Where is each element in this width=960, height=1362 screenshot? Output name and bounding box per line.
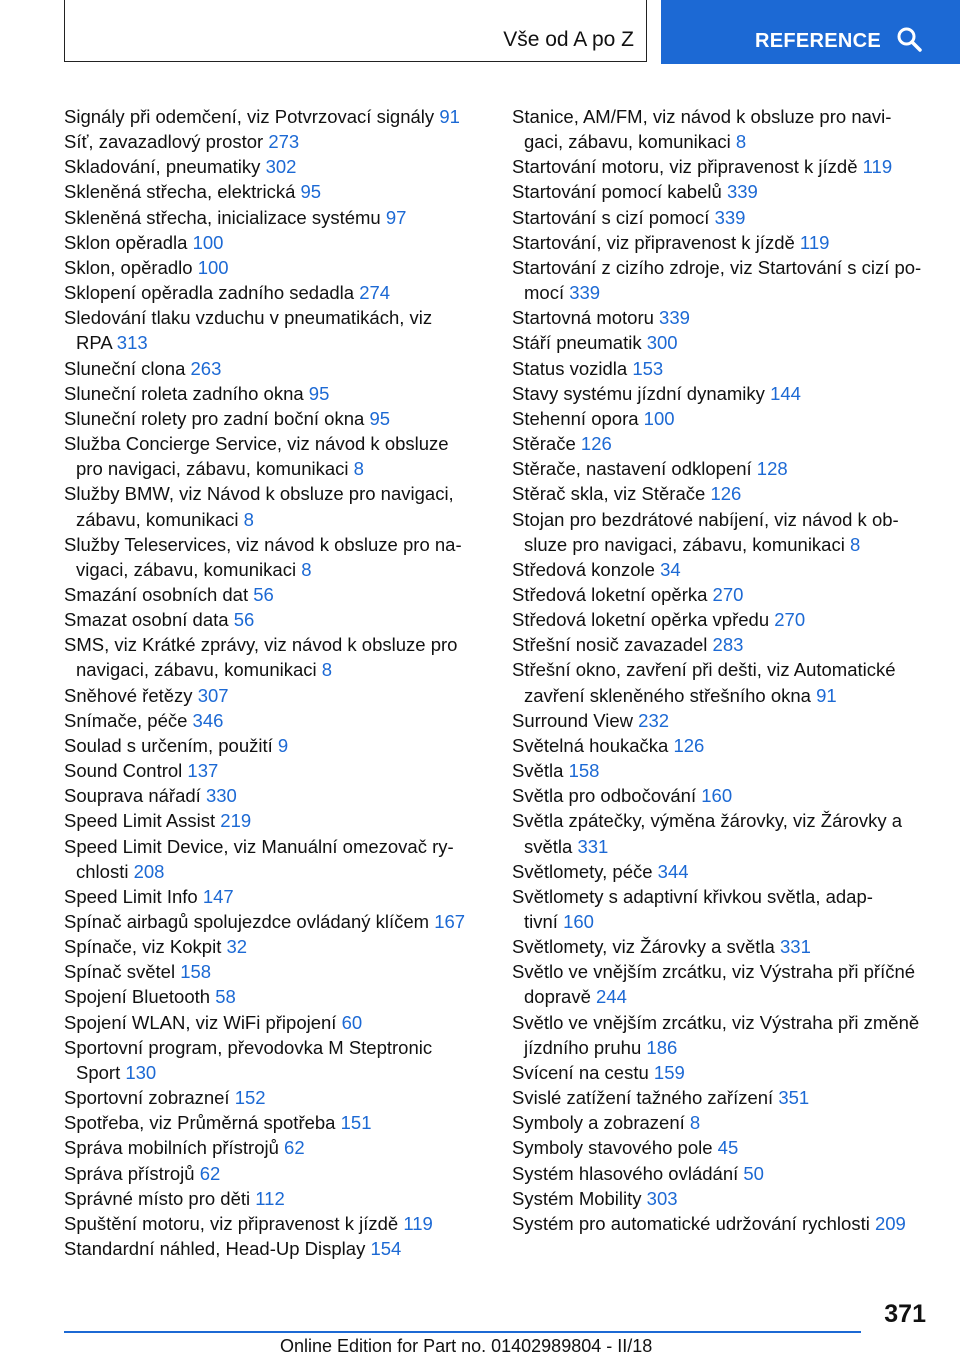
entry-text: Spojení WLAN, viz WiFi připojení xyxy=(64,1011,337,1033)
page-link[interactable]: 167 xyxy=(434,911,466,932)
entry-text: Sklon opěradla xyxy=(64,231,188,253)
entry-text-continued: Sport xyxy=(76,1061,121,1083)
index-entry xyxy=(512,1161,932,1186)
edition-text: Online Edition for Part no. 01402989804 - II/18 xyxy=(280,1336,653,1356)
entry-text: Spotřeba, viz Průměrná spotřeba xyxy=(64,1112,336,1134)
index-entry xyxy=(64,834,494,884)
entry-text: Světlo ve vnějším zrcátku, viz Výstraha při změně xyxy=(512,1011,920,1033)
entry-text: Systém Mobility xyxy=(512,1187,642,1209)
entry-text: Surround View xyxy=(512,709,634,731)
entry-text: Startování motoru, viz připravenost k jízdě xyxy=(512,156,858,178)
page-link[interactable]: 303 xyxy=(646,1187,678,1209)
index-entry xyxy=(64,984,494,1009)
entry-text: Snímače, péče xyxy=(64,709,188,731)
index-entry xyxy=(512,1135,932,1160)
page-link[interactable]: 126 xyxy=(710,483,742,505)
index-entry xyxy=(64,884,494,909)
page-link[interactable]: 95 xyxy=(369,407,391,429)
index-entry xyxy=(64,582,494,607)
footer-divider xyxy=(64,1331,861,1333)
page-link[interactable]: 219 xyxy=(220,810,252,832)
page-link[interactable]: 130 xyxy=(125,1061,157,1083)
entry-text: Sklopení opěradla zadního sedadla xyxy=(64,282,355,304)
entry-text: Služby BMW, viz Návod k obsluze pro navigaci, xyxy=(64,483,454,505)
page-link[interactable]: 270 xyxy=(712,583,744,605)
page-link[interactable]: 8 xyxy=(301,558,312,580)
page-link[interactable]: 60 xyxy=(341,1011,363,1033)
page-link[interactable]: 58 xyxy=(215,986,236,1008)
entry-text: Sklon, opěradlo xyxy=(64,256,193,278)
index-entry xyxy=(512,1186,932,1211)
entry-text: Sportovní zobrazneí xyxy=(64,1087,230,1109)
entry-text-continued: navigaci, zábavu, komunikaci xyxy=(76,659,317,681)
page-link[interactable]: 153 xyxy=(632,357,664,379)
page-link[interactable]: 274 xyxy=(359,282,391,304)
page-link[interactable]: 45 xyxy=(717,1137,739,1159)
entry-text-continued: světla xyxy=(524,835,573,857)
entry-text: Startovná motoru xyxy=(512,307,654,329)
index-entry xyxy=(512,381,932,406)
index-entry xyxy=(512,406,932,431)
page-link[interactable]: 128 xyxy=(756,458,788,480)
index-entry xyxy=(64,356,494,381)
page-link[interactable]: 339 xyxy=(726,181,758,203)
page-link[interactable]: 144 xyxy=(770,382,801,404)
entry-text-continued: dopravě xyxy=(524,986,591,1008)
entry-text-continued: jízdního pruhu xyxy=(524,1036,642,1058)
index-entry xyxy=(512,1060,932,1085)
index-entry xyxy=(64,104,494,129)
index-entry xyxy=(512,733,932,758)
page-link[interactable]: 344 xyxy=(657,860,689,882)
index-entry xyxy=(512,330,932,355)
page-link[interactable]: 270 xyxy=(774,609,806,631)
entry-text: Stěrače xyxy=(512,433,576,455)
entry-text: Světlo ve vnějším zrcátku, viz Výstraha při příčné xyxy=(512,961,916,983)
page-link[interactable]: 62 xyxy=(199,1162,221,1184)
index-entry xyxy=(512,356,932,381)
entry-text-continued: RPA xyxy=(76,332,112,354)
entry-text: Skleněná střecha, elektrická xyxy=(64,181,296,203)
page-link[interactable]: 100 xyxy=(192,231,224,253)
page-link[interactable]: 159 xyxy=(653,1061,685,1083)
index-entry xyxy=(512,305,932,330)
entry-text: Služba Concierge Service, viz návod k obsluze xyxy=(64,433,449,455)
index-entry xyxy=(64,532,494,582)
index-entry xyxy=(64,808,494,833)
index-entry xyxy=(512,557,932,582)
entry-text: Stěrač skla, viz Stěrače xyxy=(512,483,706,505)
entry-text: Smazat osobní data xyxy=(64,609,229,631)
index-entry xyxy=(64,1236,494,1261)
page-link[interactable]: 158 xyxy=(180,961,212,983)
entry-text: Sluneční roleta zadního okna xyxy=(64,382,304,404)
index-entry xyxy=(64,431,494,481)
entry-text: Střešní okno, zavření při dešti, viz Automatické xyxy=(512,659,896,681)
entry-text: Startování pomocí kabelů xyxy=(512,181,722,203)
page-link[interactable]: 56 xyxy=(233,609,255,631)
entry-text: Soulad s určením, použití xyxy=(64,734,273,756)
page-link[interactable]: 62 xyxy=(284,1137,305,1159)
entry-text: Symboly a zobrazení xyxy=(512,1112,685,1134)
entry-text: Startování s cizí pomocí xyxy=(512,206,710,228)
entry-text: Speed Limit Info xyxy=(64,885,198,907)
page-link[interactable]: 95 xyxy=(300,181,322,203)
entry-text: Systém hlasového ovládání xyxy=(512,1162,739,1184)
page-link[interactable]: 8 xyxy=(243,508,254,530)
index-entry xyxy=(512,959,932,1009)
index-entry xyxy=(64,683,494,708)
page-link[interactable]: 34 xyxy=(660,558,681,580)
page-link[interactable]: 300 xyxy=(646,332,678,354)
page-link[interactable]: 126 xyxy=(673,734,705,756)
section-title: Vše od A po Z xyxy=(503,28,634,51)
page-link[interactable]: 307 xyxy=(197,684,229,706)
page-link[interactable]: 8 xyxy=(689,1112,701,1134)
index-entry xyxy=(64,1110,494,1135)
index-entry xyxy=(64,934,494,959)
index-entry xyxy=(64,783,494,808)
entry-text: Sněhové řetězy xyxy=(64,684,193,706)
entry-text: Souprava nářadí xyxy=(64,785,201,807)
index-entry xyxy=(64,129,494,154)
page-link[interactable]: 331 xyxy=(780,936,811,958)
entry-text: Síť, zavazadlový prostor xyxy=(64,131,264,153)
index-entry xyxy=(512,808,932,858)
entry-text: Stanice, AM/FM, viz návod k obsluze pro navi- xyxy=(512,106,892,127)
reference-tab[interactable] xyxy=(661,0,960,64)
page-link[interactable]: 112 xyxy=(255,1187,285,1209)
entry-text: Stěrače, nastavení odklopení xyxy=(512,458,752,480)
page-link[interactable]: 8 xyxy=(353,458,364,480)
entry-text: Startování, viz připravenost k jízdě xyxy=(512,231,795,253)
entry-text: Stojan pro bezdrátové nabíjení, viz návod k ob- xyxy=(512,508,899,530)
entry-text-continued: tivní xyxy=(524,911,558,932)
page-link[interactable]: 152 xyxy=(234,1087,266,1109)
page-link[interactable]: 119 xyxy=(799,231,830,253)
page-link[interactable]: 95 xyxy=(308,382,330,404)
page-link[interactable]: 346 xyxy=(192,709,224,731)
page-link[interactable]: 119 xyxy=(403,1212,433,1234)
index-entry xyxy=(512,1211,932,1236)
index-entry xyxy=(64,733,494,758)
entry-text: Světelná houkačka xyxy=(512,734,669,756)
page-link[interactable]: 339 xyxy=(714,206,746,228)
index-entry xyxy=(64,607,494,632)
index-column-left xyxy=(64,104,494,1261)
page-link[interactable]: 151 xyxy=(340,1112,372,1134)
entry-text: Skleněná střecha, inicializace systému xyxy=(64,206,381,228)
entry-text: Světla pro odbočování xyxy=(512,785,697,807)
page-link[interactable]: 100 xyxy=(197,256,229,278)
section-header-box xyxy=(64,0,647,62)
entry-text: Spínač světel xyxy=(64,961,176,983)
index-entry xyxy=(64,1085,494,1110)
page-link[interactable]: 351 xyxy=(778,1087,810,1109)
index-entry xyxy=(64,280,494,305)
index-entry xyxy=(512,507,932,557)
page-link[interactable]: 91 xyxy=(816,684,837,706)
index-entry xyxy=(64,1010,494,1035)
index-entry xyxy=(512,104,932,154)
page-link[interactable]: 32 xyxy=(226,936,248,958)
entry-text: Světlomety, péče xyxy=(512,860,653,882)
entry-text: Služby Teleservices, viz návod k obsluze pro na- xyxy=(64,533,462,555)
index-entry xyxy=(512,154,932,179)
entry-text: Světlomety, viz Žárovky a světla xyxy=(512,936,775,958)
page-link[interactable]: 263 xyxy=(190,357,222,379)
page-link[interactable]: 8 xyxy=(849,533,861,555)
entry-text: Sportovní program, převodovka M Steptronic xyxy=(64,1036,433,1058)
entry-text: Speed Limit Device, viz Manuální omezovač ry- xyxy=(64,835,454,857)
index-entry xyxy=(64,909,494,934)
index-entry xyxy=(512,607,932,632)
index-entry xyxy=(64,154,494,179)
index-entry xyxy=(512,1110,932,1135)
entry-text: Svislé zatížení tažného zařízení xyxy=(512,1087,774,1109)
entry-text: Středová loketní opěrka xyxy=(512,583,708,605)
index-entry xyxy=(64,1035,494,1085)
entry-text: Stehenní opora xyxy=(512,407,639,429)
entry-text: Správné místo pro děti xyxy=(64,1187,251,1209)
entry-text-continued: chlosti xyxy=(76,860,129,882)
index-entry xyxy=(512,1085,932,1110)
index-entry xyxy=(64,179,494,204)
index-entry xyxy=(64,758,494,783)
index-entry xyxy=(64,230,494,255)
entry-text-continued: pro navigaci, zábavu, komunikaci xyxy=(76,458,349,480)
entry-text: Status vozidla xyxy=(512,357,628,379)
index-entry xyxy=(512,657,932,707)
entry-text-continued: vigaci, zábavu, komunikaci xyxy=(76,558,297,580)
entry-text: Smazání osobních dat xyxy=(64,583,249,605)
index-entry xyxy=(64,1135,494,1160)
page-link[interactable]: 91 xyxy=(439,106,460,127)
page-link[interactable]: 154 xyxy=(370,1238,402,1260)
entry-text: Sound Control xyxy=(64,760,183,782)
index-entry xyxy=(64,406,494,431)
page-link[interactable]: 273 xyxy=(268,131,300,153)
entry-text: Systém pro automatické udržování rychlosti xyxy=(512,1212,870,1234)
index-column-right xyxy=(512,104,932,1236)
entry-text: Spuštění motoru, viz připravenost k jízdě xyxy=(64,1212,399,1234)
page-link[interactable]: 339 xyxy=(659,307,690,329)
index-entry xyxy=(512,1010,932,1060)
page-link[interactable]: 209 xyxy=(874,1212,906,1234)
page-link[interactable]: 232 xyxy=(638,709,670,731)
index-entry xyxy=(64,481,494,531)
index-entry xyxy=(64,305,494,355)
entry-text: Správa mobilních přístrojů xyxy=(64,1137,279,1159)
index-entry xyxy=(512,758,932,783)
index-entry xyxy=(64,1211,494,1236)
reference-tab-label: REFERENCE xyxy=(755,30,882,52)
entry-text: Svícení na cestu xyxy=(512,1061,649,1083)
page-link[interactable]: 339 xyxy=(569,282,601,304)
entry-text: Sledování tlaku vzduchu v pneumatikách, viz xyxy=(64,307,433,329)
page-link[interactable]: 97 xyxy=(385,206,407,228)
index-entry xyxy=(512,456,932,481)
index-entry xyxy=(512,481,932,506)
entry-text-continued: gaci, zábavu, komunikaci xyxy=(524,131,731,153)
entry-text-continued: zavření skleněného střešního okna xyxy=(524,684,811,706)
index-entry xyxy=(512,255,932,305)
index-entry xyxy=(64,381,494,406)
entry-text-continued: mocí xyxy=(524,282,565,304)
page-link[interactable]: 147 xyxy=(202,885,234,907)
page-link[interactable]: 283 xyxy=(712,634,744,656)
page-link[interactable]: 302 xyxy=(265,156,297,178)
index-entry xyxy=(64,632,494,682)
page-link[interactable]: 137 xyxy=(187,760,219,782)
entry-text: Sluneční rolety pro zadní boční okna xyxy=(64,407,365,429)
entry-text: Střešní nosič zavazadel xyxy=(512,634,708,656)
index-entry xyxy=(512,205,932,230)
entry-text: Spínač airbagů spolujezdce ovládaný klíčem xyxy=(64,911,430,932)
entry-text: Signály při odemčení, viz Potvrzovací signály xyxy=(64,106,435,127)
index-entry xyxy=(64,708,494,733)
page-link[interactable]: 331 xyxy=(577,835,609,857)
page-link[interactable]: 208 xyxy=(133,860,165,882)
entry-text-continued: sluze pro navigaci, zábavu, komunikaci xyxy=(524,533,845,555)
entry-text: Stáří pneumatik xyxy=(512,332,642,354)
page-link[interactable]: 9 xyxy=(277,734,289,756)
page-link[interactable]: 126 xyxy=(580,433,612,455)
index-entry xyxy=(512,934,932,959)
page-link[interactable]: 100 xyxy=(643,407,675,429)
index-entry xyxy=(512,632,932,657)
entry-text: Středová loketní opěrka vpředu xyxy=(512,609,770,631)
index-entry xyxy=(64,255,494,280)
index-entry xyxy=(512,230,932,255)
entry-text: Symboly stavového pole xyxy=(512,1137,713,1159)
entry-text: Středová konzole xyxy=(512,558,655,580)
index-entry xyxy=(512,431,932,456)
entry-text: Sluneční clona xyxy=(64,357,186,379)
entry-text: Světla xyxy=(512,760,564,782)
page-link[interactable]: 244 xyxy=(596,986,627,1008)
entry-text: Speed Limit Assist xyxy=(64,810,216,832)
entry-text: Spojení Bluetooth xyxy=(64,986,211,1008)
entry-text: Skladování, pneumatiky xyxy=(64,156,261,178)
index-entry xyxy=(512,859,932,884)
index-entry xyxy=(512,708,932,733)
page-link[interactable]: 160 xyxy=(563,911,594,932)
index-entry xyxy=(512,582,932,607)
index-entry xyxy=(64,959,494,984)
entry-text: Světla zpátečky, výměna žárovky, viz Žárovky a xyxy=(512,810,902,832)
entry-text: SMS, viz Krátké zprávy, viz návod k obsluze pro xyxy=(64,634,458,656)
index-entry xyxy=(512,783,932,808)
entry-text: Stavy systému jízdní dynamiky xyxy=(512,382,765,404)
index-entry xyxy=(64,1161,494,1186)
entry-text: Standardní náhled, Head-Up Display xyxy=(64,1238,366,1260)
index-entry xyxy=(512,179,932,204)
page-link[interactable]: 8 xyxy=(321,659,333,681)
page-link[interactable]: 158 xyxy=(568,760,600,782)
entry-text: Světlomety s adaptivní křivkou světla, adap- xyxy=(512,885,873,907)
page-number: 371 xyxy=(884,1300,926,1328)
page-link[interactable]: 330 xyxy=(205,785,237,807)
index-entry xyxy=(64,1186,494,1211)
page-link[interactable]: 119 xyxy=(862,156,893,178)
page-link[interactable]: 50 xyxy=(743,1162,764,1184)
entry-text: Spínače, viz Kokpit xyxy=(64,936,222,958)
index-entry xyxy=(512,884,932,934)
page-link[interactable]: 56 xyxy=(253,583,274,605)
page-link[interactable]: 313 xyxy=(116,332,148,354)
entry-text-continued: zábavu, komunikaci xyxy=(76,508,239,530)
page-link[interactable]: 186 xyxy=(646,1036,678,1058)
search-icon[interactable] xyxy=(896,26,922,52)
entry-text: Startování z cizího zdroje, viz Startování s cizí po- xyxy=(512,256,922,278)
page-link[interactable]: 8 xyxy=(735,131,747,153)
index-entry xyxy=(64,205,494,230)
page-link[interactable]: 160 xyxy=(701,785,733,807)
entry-text: Správa přístrojů xyxy=(64,1162,195,1184)
